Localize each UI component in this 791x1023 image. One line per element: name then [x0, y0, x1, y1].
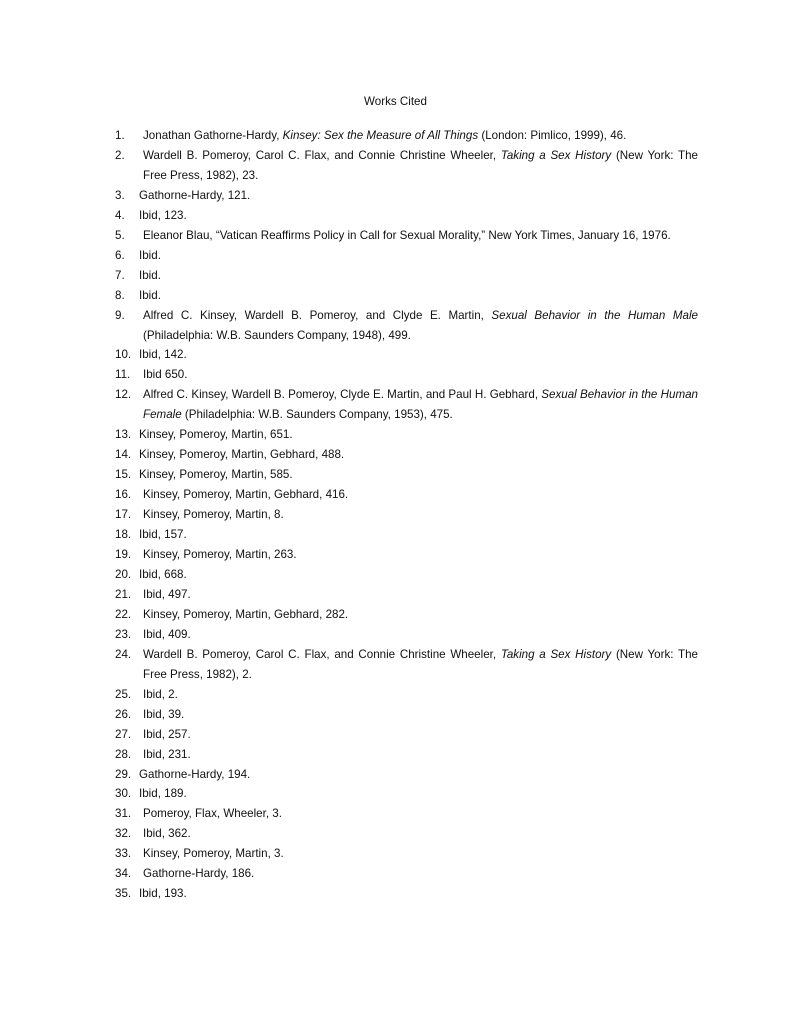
citation-title-italic: Taking a Sex History — [500, 148, 612, 162]
citation-number: 25. — [115, 687, 132, 701]
citation-item — [115, 625, 698, 645]
citation-text — [139, 146, 698, 186]
citation-text-segment: Alfred C. Kinsey, Wardell B. Pomeroy, and Clyde E. Martin, — [143, 308, 492, 322]
citation-text-segment: Ibid. — [139, 248, 161, 262]
citation-text-segment: Ibid, 157. — [139, 528, 187, 542]
citation-number: 28. — [115, 747, 132, 761]
citation-item — [115, 365, 698, 385]
citation-number: 9. — [115, 308, 125, 322]
citation-text — [139, 685, 698, 705]
citation-text-segment: Kinsey, Pomeroy, Martin, Gebhard, 488. — [139, 448, 345, 462]
citation-title-italic: Kinsey: Sex the Measure of All Things — [282, 129, 479, 142]
citation-text-segment: Kinsey, Pomeroy, Martin, Gebhard, 416. — [143, 488, 349, 502]
citation-text — [139, 725, 698, 745]
citation-text-segment: Ibid, 497. — [143, 587, 191, 601]
citation-text — [139, 465, 698, 485]
citation-item — [115, 685, 698, 705]
citation-item — [115, 585, 698, 605]
citation-item — [115, 345, 698, 365]
citation-text — [139, 246, 698, 266]
citation-text-segment: Kinsey, Pomeroy, Martin, 585. — [139, 468, 293, 482]
citation-text-segment: Ibid. — [139, 288, 161, 302]
citation-item — [115, 425, 698, 445]
citation-number: 17. — [115, 508, 132, 522]
citation-number: 7. — [115, 268, 125, 282]
citation-text — [139, 206, 698, 226]
citation-text-segment: Ibid, 231. — [143, 747, 191, 761]
citation-item — [115, 385, 698, 425]
citation-text-segment: Ibid, 193. — [139, 887, 187, 901]
citation-number: 1. — [115, 129, 125, 142]
citation-text — [139, 705, 698, 725]
citation-title-italic: Taking a Sex History — [500, 647, 612, 661]
citation-text — [139, 864, 698, 884]
citation-item — [115, 525, 698, 545]
citation-item — [115, 804, 698, 824]
citation-text — [139, 745, 698, 765]
citation-number: 2. — [115, 148, 125, 162]
citation-text-segment: (Philadelphia: W.B. Saunders Company, 1948), 499. — [143, 328, 411, 342]
citation-item — [115, 645, 698, 685]
citation-item — [115, 864, 698, 884]
citation-text-segment: (New York: The Free Press, 1982), 23. — [143, 148, 698, 182]
citation-text — [139, 585, 698, 605]
citation-text-segment: (Philadelphia: W.B. Saunders Company, 1953), 475. — [181, 408, 453, 422]
citation-number: 20. — [115, 567, 132, 581]
page-title: Works Cited — [364, 95, 427, 108]
citation-item — [115, 505, 698, 525]
citation-number: 27. — [115, 727, 132, 741]
citation-item — [115, 126, 698, 146]
citation-number: 34. — [115, 867, 132, 881]
citation-text — [139, 385, 698, 425]
citation-text — [139, 625, 698, 645]
citation-text-segment: Gathorne-Hardy, 121. — [139, 188, 251, 202]
citation-item — [115, 186, 698, 206]
citation-text-segment: Ibid, 409. — [143, 627, 191, 641]
citation-text-segment: Kinsey, Pomeroy, Martin, 3. — [143, 847, 284, 861]
citation-number: 8. — [115, 288, 125, 302]
citation-item — [115, 745, 698, 765]
citation-item — [115, 765, 698, 785]
citation-item — [115, 844, 698, 864]
citation-text — [139, 365, 698, 385]
citation-text-segment: Kinsey, Pomeroy, Martin, 8. — [143, 508, 284, 522]
citation-number: 18. — [115, 528, 132, 542]
citation-text — [139, 485, 698, 505]
citation-text-segment: (London: Pimlico, 1999), 46. — [478, 129, 627, 142]
citation-text-segment: (New York: The Free Press, 1982), 2. — [143, 647, 698, 681]
citation-item — [115, 565, 698, 585]
citation-item — [115, 824, 698, 844]
citation-text-segment: Gathorne-Hardy, 194. — [139, 767, 251, 781]
citation-number: 23. — [115, 627, 132, 641]
citation-text — [139, 226, 698, 246]
citation-number: 35. — [115, 887, 132, 901]
citation-text — [139, 824, 698, 844]
citation-number: 31. — [115, 807, 132, 821]
citation-text-segment: Jonathan Gathorne-Hardy, — [143, 129, 283, 142]
citation-item — [115, 206, 698, 226]
citation-number: 32. — [115, 827, 132, 841]
citation-text-segment: Ibid, 2. — [143, 687, 178, 701]
citation-number: 22. — [115, 607, 132, 621]
citation-item — [115, 605, 698, 625]
citation-item — [115, 884, 698, 904]
citation-text-segment: Ibid, 142. — [139, 348, 187, 362]
citation-number: 29. — [115, 767, 132, 781]
citation-text-segment: Kinsey, Pomeroy, Martin, Gebhard, 282. — [143, 607, 349, 621]
citation-text — [139, 645, 698, 685]
citation-text — [139, 765, 698, 785]
citation-number: 14. — [115, 448, 132, 462]
citation-item — [115, 306, 698, 346]
citation-item — [115, 784, 698, 804]
citation-text — [139, 784, 698, 804]
citation-text-segment: Ibid, 362. — [143, 827, 191, 841]
citation-text — [139, 286, 698, 306]
citation-number: 16. — [115, 488, 132, 502]
citation-text-segment: Ibid. — [139, 268, 161, 282]
citation-text — [139, 345, 698, 365]
citation-text-segment: Eleanor Blau, “Vatican Reaffirms Policy in Call for Sexual Morality,” New York Times, January 16, 1976. — [143, 228, 671, 242]
citation-item — [115, 545, 698, 565]
citation-text — [139, 126, 698, 146]
citation-text — [139, 266, 698, 286]
citation-list — [115, 126, 698, 904]
citation-text — [139, 525, 698, 545]
citation-text-segment: Kinsey, Pomeroy, Martin, 263. — [143, 548, 297, 562]
citation-text-segment: Ibid, 668. — [139, 567, 187, 581]
citation-text-segment: Ibid, 257. — [143, 727, 191, 741]
citation-text-segment: Gathorne-Hardy, 186. — [143, 867, 255, 881]
citation-text-segment: Pomeroy, Flax, Wheeler, 3. — [143, 807, 282, 821]
citation-number: 21. — [115, 587, 132, 601]
citation-number: 13. — [115, 428, 132, 442]
citation-text — [139, 605, 698, 625]
citation-number: 30. — [115, 787, 132, 801]
citation-item — [115, 705, 698, 725]
citation-text-segment: Kinsey, Pomeroy, Martin, 651. — [139, 428, 293, 442]
citation-text — [139, 505, 698, 525]
citation-item — [115, 485, 698, 505]
citation-number: 4. — [115, 208, 125, 222]
citation-item — [115, 445, 698, 465]
citation-text — [139, 545, 698, 565]
citation-number: 33. — [115, 847, 132, 861]
citation-text-segment: Wardell B. Pomeroy, Carol C. Flax, and Connie Christine Wheeler, — [143, 148, 501, 162]
citation-text-segment: Ibid, 189. — [139, 787, 187, 801]
citation-item — [115, 246, 698, 266]
citation-number: 3. — [115, 188, 125, 202]
citation-item — [115, 146, 698, 186]
citation-item — [115, 266, 698, 286]
citation-number: 24. — [115, 647, 132, 661]
citation-number: 26. — [115, 707, 132, 721]
citation-text — [139, 186, 698, 206]
citation-title-italic: Sexual Behavior in the Human Male — [491, 308, 698, 322]
citation-text-segment: Wardell B. Pomeroy, Carol C. Flax, and Connie Christine Wheeler, — [143, 647, 501, 661]
citation-title-italic: Sexual Behavior in the Human Female — [143, 388, 698, 422]
citation-text-segment: Ibid 650. — [143, 368, 188, 382]
citation-text — [139, 884, 698, 904]
citation-text — [139, 306, 698, 346]
citation-number: 11. — [115, 368, 131, 382]
citation-text — [139, 425, 698, 445]
citation-number: 19. — [115, 548, 132, 562]
citation-number: 6. — [115, 248, 125, 262]
citation-text-segment: Ibid, 39. — [143, 707, 185, 721]
citation-item — [115, 226, 698, 246]
citation-text-segment: Ibid, 123. — [139, 208, 187, 222]
citation-item — [115, 725, 698, 745]
citation-text-segment: Alfred C. Kinsey, Wardell B. Pomeroy, Clyde E. Martin, and Paul H. Gebhard, — [143, 388, 542, 402]
citation-text — [139, 565, 698, 585]
citation-number: 5. — [115, 228, 125, 242]
citation-text — [139, 804, 698, 824]
citation-item — [115, 286, 698, 306]
citation-text — [139, 445, 698, 465]
citation-item — [115, 465, 698, 485]
citation-number: 15. — [115, 468, 132, 482]
citation-number: 12. — [115, 388, 132, 402]
citation-text — [139, 844, 698, 864]
citation-number: 10. — [115, 348, 132, 362]
